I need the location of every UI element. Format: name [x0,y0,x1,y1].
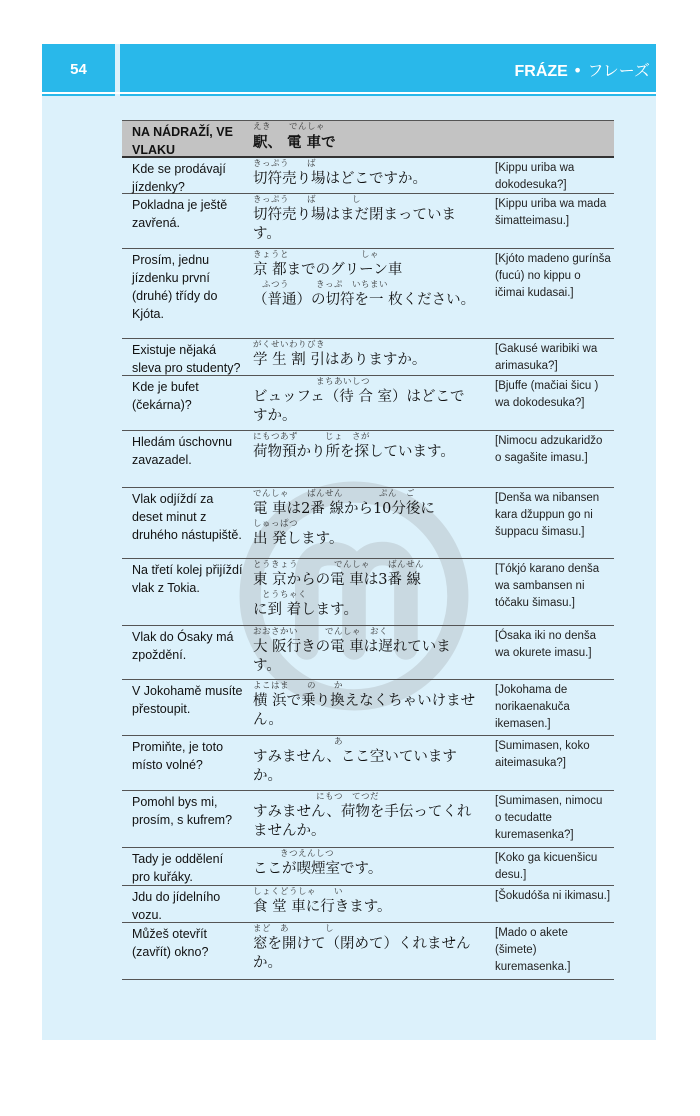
phrase-furigana: きつえんしつ [253,849,335,859]
phrase-jp-2: （普通）の切符を一 枚ください。 [253,292,476,308]
phrase-jp-cell [253,792,477,841]
phrase-romaji: [Jokohama de norikaenakuča ikemasen.] [495,684,570,730]
phrase-furigana: まど あ し [253,924,335,934]
heading-cz: NA NÁDRAŽÍ, VE VLAKU [132,125,233,157]
phrase-jp: 横 浜で乗り換えなくちゃいけません。 [253,693,476,728]
phrase-furigana: とうきょう でんしゃ ばんせん [253,560,425,570]
table-row [122,194,614,249]
phrase-jp-cell [253,340,477,370]
phrase-cz: V Jokohamě musíte přestoupit. [132,684,243,716]
heading-jp: 駅、 電 車で [253,134,336,151]
phrase-jp-cell [253,432,477,462]
phrase-cz: Kde je bufet (čekárna)? [132,380,199,412]
phrase-furigana: あ [253,737,344,747]
phrase-furigana: きょうと しゃ [253,250,380,260]
phrase-romaji: [Mado o akete (šimete) kuremasenka.] [495,927,571,973]
phrase-romaji: [Ósaka iki no denša wa okurete imasu.] [495,630,597,659]
phrase-romaji: [Kippu uriba wa dokodesuka?] [495,162,575,191]
phrase-jp-cell [253,887,477,917]
phrase-cz: Jdu do jídelního vozu. [132,890,221,922]
phrase-romaji: [Bjuffe (mačiai šicu ) wa dokodesuka?] [495,380,599,409]
phrase-furigana: にもつ てつだ [253,792,380,802]
title-bullet: • [572,61,583,80]
phrase-jp-cell [253,195,477,244]
phrase-jp-2: に到 着します。 [253,602,358,618]
table-row [122,488,614,559]
table-row [122,736,614,791]
phrase-jp: 京 都までのグリーン車 [253,262,403,278]
table-row [122,680,614,736]
phrase-romaji: [Nimocu adzukaridžo o sagašite imasu.] [495,435,603,464]
phrase-jp-cell [253,924,477,973]
phrase-romaji: [Kippu uriba wa mada šimatteimasu.] [495,198,607,227]
phrase-jp-cell [253,377,477,426]
phrase-cz: Prosím, jednu jízdenku první (druhé) třídy do Kjóta. [132,253,218,321]
phrase-furigana-2: とうちゃく [253,590,308,600]
table-row [122,431,614,488]
phrase-jp-cell [253,560,477,620]
phrase-furigana-2: ふつう きっぷ いちまい [253,280,389,290]
phrase-cz: Tady je oddělení pro kuřáky. [132,852,224,884]
phrase-jp-cell [253,489,477,549]
phrase-jp: すみません、ここ空いていますか。 [253,749,457,784]
phrase-cz: Vlak odjíždí za deset minut z druhého nástupiště. [132,492,242,542]
phrase-cz: Pomohl bys mi, prosím, s kufrem? [132,795,233,827]
phrase-cz: Promiňte, je toto místo volné? [132,740,224,772]
phrase-furigana: よこはま の か [253,681,344,691]
phrase-furigana: おおさかい でんしゃ おく [253,627,389,637]
table-row [122,559,614,626]
phrase-furigana: きっぷう ば し [253,195,362,205]
phrase-jp: ここが喫煙室です。 [253,861,383,877]
table-row [122,923,614,980]
heading-jp-cell [253,122,477,152]
phrase-romaji: [Kjóto madeno gurínša (fucú) no kippu o ičimai kudasai.] [495,253,611,299]
phrase-cz: Pokladna je ještě zavřená. [132,198,228,230]
table-row [122,886,614,923]
phrase-romaji: [Gakusé waribiki wa arimasuka?] [495,343,598,372]
phrase-jp: 窓を開けて（閉めて）くれませんか。 [253,936,471,971]
phrase-jp: ビュッフェ（待 合 室）はどこですか。 [253,389,465,424]
table-row [122,249,614,339]
phrase-cz: Hledám úschovnu zavazadel. [132,435,233,467]
phrase-romaji: [Šokudóša ni ikimasu.] [495,890,611,902]
phrase-furigana: にもつあず じょ さが [253,432,371,442]
table-row [122,376,614,431]
phrase-jp: 東 京からの電 車は3番 線 [253,572,422,588]
section-title [514,44,650,92]
table-row [122,158,614,194]
section-title-cz: FRÁZE [514,63,568,80]
phrase-jp-cell [253,849,477,879]
phrase-jp-cell [253,627,477,676]
table-row [122,791,614,848]
phrase-cz: Kde se prodávají jízdenky? [132,162,226,194]
phrase-table [122,120,614,980]
phrase-jp-cell [253,250,477,310]
phrase-cz: Vlak do Ósaky má zpoždění. [132,630,234,662]
heading-furigana: えき でんしゃ [253,122,326,132]
table-row [122,626,614,680]
phrase-jp-cell [253,681,477,730]
section-title-jp: フレーズ [587,61,650,80]
phrase-romaji: [Denša wa nibansen kara džuppun go ni šuppacu šimasu.] [495,492,600,538]
table-row [122,339,614,376]
phrase-jp: 学 生 割 引はありますか。 [253,352,427,368]
page-number: 54 [70,61,87,78]
phrase-jp-cell [253,737,477,786]
table-heading-row [122,120,614,158]
phrase-cz: Na třetí kolej přijíždí vlak z Tokia. [132,563,243,595]
phrase-romaji: [Sumimasen, nimocu o tecudatte kuremasenka?] [495,795,603,841]
phrase-furigana: まちあいしつ [253,377,371,387]
phrase-jp: 大 阪行きの電 車は遅れています。 [253,639,451,674]
phrase-jp: 食 堂 車に行きます。 [253,899,392,915]
phrase-jp: 荷物預かり所を探しています。 [253,444,455,460]
phrase-furigana: しょくどうしゃ い [253,887,344,897]
table-row [122,848,614,886]
phrase-cz: Existuje nějaká sleva pro studenty? [132,343,241,375]
phrase-jp: すみません、荷物を手伝ってくれませんか。 [253,804,472,839]
phrase-romaji: [Koko ga kicuenšicu desu.] [495,852,598,881]
phrase-jp: 切符売り場はまだ閉まっています。 [253,207,456,242]
phrase-cz: Můžeš otevřít (zavřít) okno? [132,927,209,959]
phrase-furigana-2: しゅっぱつ [253,519,299,529]
phrase-jp-cell [253,159,477,189]
phrase-jp: 電 車は2番 線から10分後に [253,501,435,517]
header-stripe [42,92,656,94]
phrase-furigana: きっぷう ば [253,159,317,169]
phrase-romaji: [Sumimasen, koko aiteimasuka?] [495,740,590,769]
phrase-romaji: [Tókjó karano denša wa sambansen ni tóčaku šimasu.] [495,563,600,609]
phrase-jp: 切符売り場はどこですか。 [253,171,427,187]
phrase-furigana: がくせいわりびき [253,340,326,350]
phrase-furigana: でんしゃ ばんせん ぷん ご [253,489,416,499]
phrase-jp-2: 出 発します。 [253,531,344,547]
